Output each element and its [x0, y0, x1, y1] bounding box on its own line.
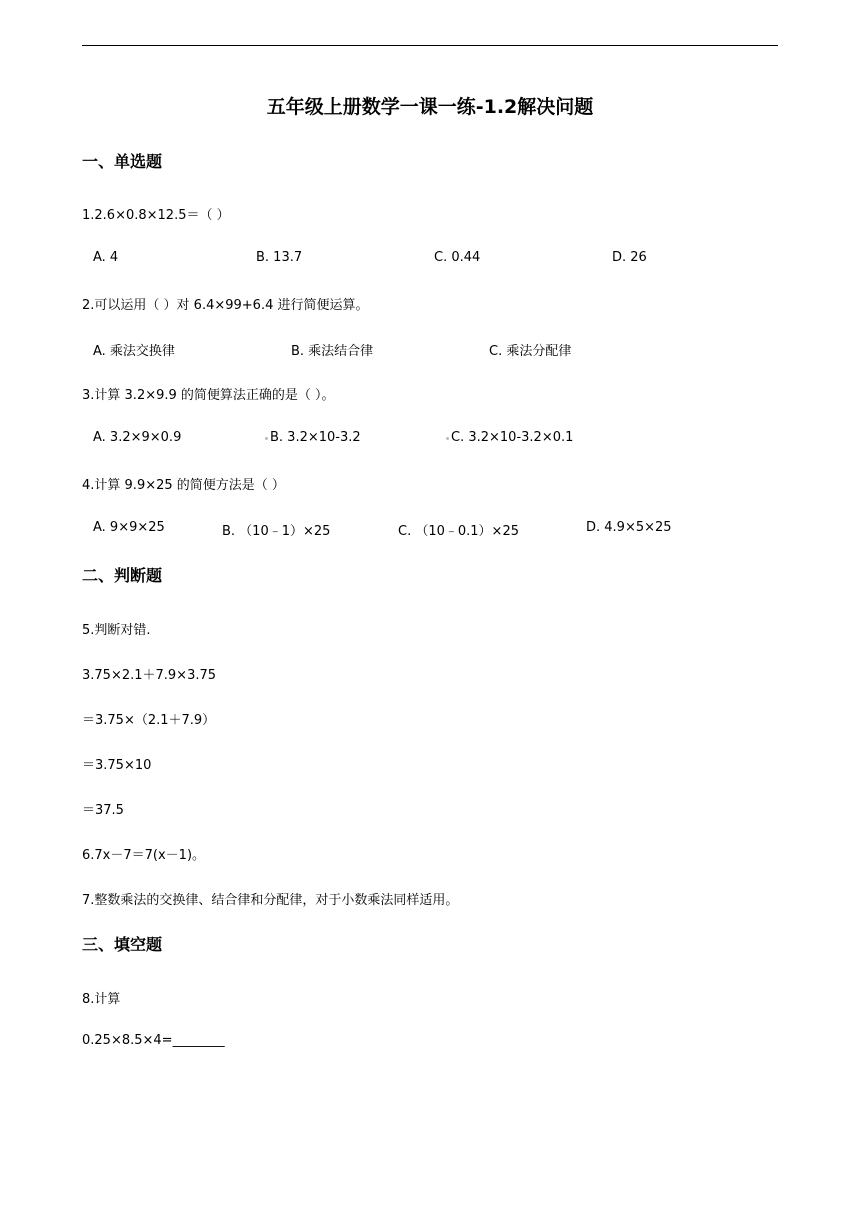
question-6-stem: 6.7x－7＝7(x－1)。: [82, 848, 206, 863]
question-2-option-a[interactable]: A. 乘法交换律: [93, 344, 175, 359]
question-4-stem: 4.计算 9.9×25 的简便方法是（ ）: [82, 478, 285, 493]
question-8-stem: 8.计算: [82, 992, 121, 1007]
question-5-line: ＝37.5: [82, 803, 124, 818]
question-2-option-c[interactable]: C. 乘法分配律: [489, 344, 572, 359]
question-2-stem: 2.可以运用（ ）对 6.4×99+6.4 进行简便运算。: [82, 298, 369, 313]
question-1-stem: 1.2.6×0.8×12.5＝（ ）: [82, 208, 230, 223]
question-3-stem: 3.计算 3.2×9.9 的简便算法正确的是（ ）。: [82, 388, 335, 403]
question-4-option-b[interactable]: B. （10﹣1）×25: [222, 524, 331, 539]
section-heading-true-false: 二、判断题: [82, 566, 163, 585]
question-4-option-c[interactable]: C. （10﹣0.1）×25: [398, 524, 519, 539]
option-marker-dot: [446, 437, 449, 440]
section-heading-fill-blank: 三、填空题: [82, 935, 163, 954]
question-5-line: 3.75×2.1＋7.9×3.75: [82, 668, 217, 683]
question-2-option-b[interactable]: B. 乘法结合律: [291, 344, 374, 359]
question-4-option-d[interactable]: D. 4.9×5×25: [586, 520, 672, 535]
question-5-line: ＝3.75×（2.1＋7.9）: [82, 713, 216, 728]
question-3-option-c[interactable]: C. 3.2×10-3.2×0.1: [451, 430, 574, 445]
question-1-option-c[interactable]: C. 0.44: [434, 250, 481, 265]
page-title: 五年级上册数学一课一练-1.2解决问题: [266, 96, 594, 118]
question-1-option-a[interactable]: A. 4: [93, 250, 119, 265]
header-rule: [82, 45, 778, 46]
question-7-stem: 7.整数乘法的交换律、结合律和分配律，对于小数乘法同样适用。: [82, 893, 459, 908]
question-1-option-d[interactable]: D. 26: [612, 250, 647, 265]
option-marker-dot: [265, 437, 268, 440]
question-3-option-a[interactable]: A. 3.2×9×0.9: [93, 430, 182, 445]
question-3-option-b[interactable]: B. 3.2×10-3.2: [270, 430, 361, 445]
question-1-option-b[interactable]: B. 13.7: [256, 250, 303, 265]
question-5-stem: 5.判断对错.: [82, 623, 151, 638]
question-4-option-a[interactable]: A. 9×9×25: [93, 520, 165, 535]
section-heading-single-choice: 一、单选题: [82, 152, 163, 171]
question-5-line: ＝3.75×10: [82, 758, 152, 773]
question-8-blank-line: 0.25×8.5×4=________: [82, 1033, 225, 1048]
